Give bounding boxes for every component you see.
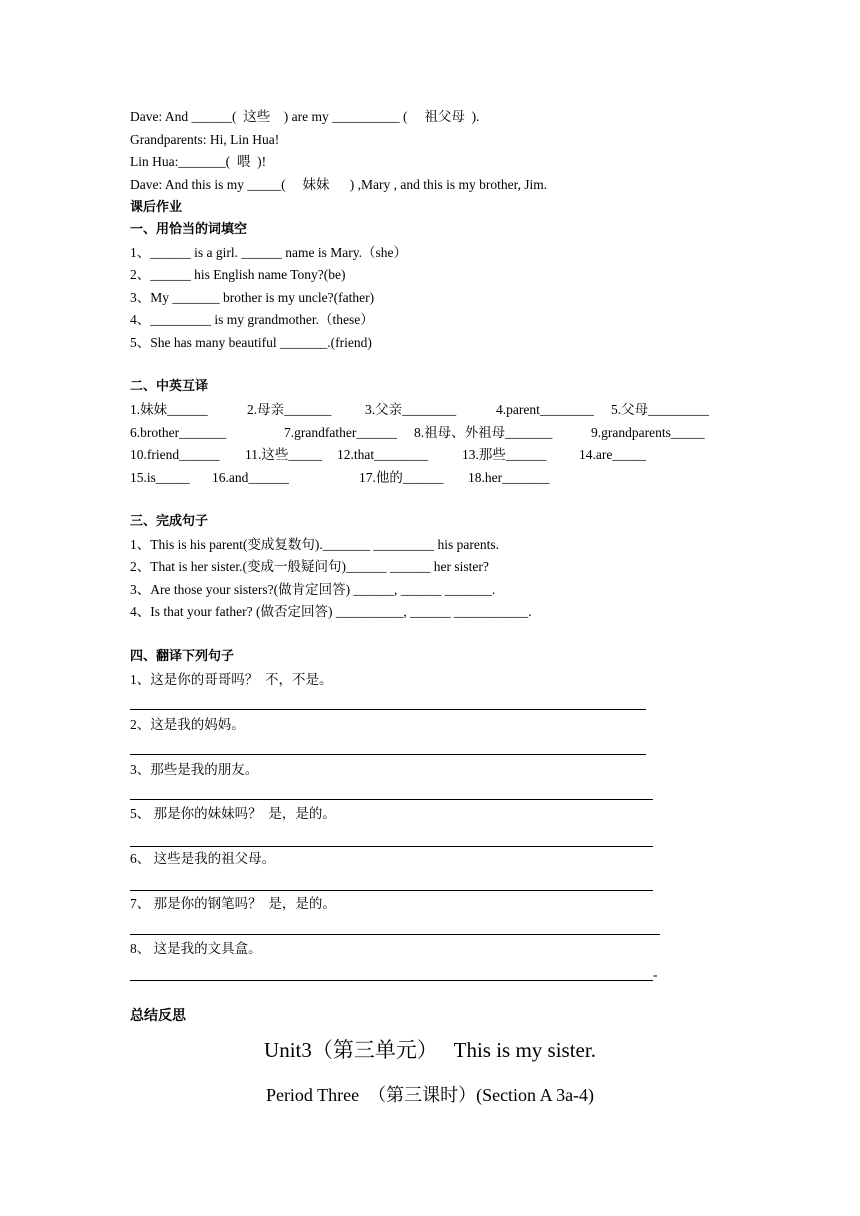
section1-item-1: 1、______ is a girl. ______ name is Mary.（she） — [130, 245, 407, 260]
section1-heading: 一、用恰当的词填空 — [130, 222, 248, 237]
answer-line[interactable] — [130, 980, 653, 981]
vocab-item: 5.父母_________ — [611, 402, 709, 417]
answer-line[interactable] — [130, 709, 646, 710]
dialogue-line-2: Grandparents: Hi, Lin Hua! — [130, 132, 280, 147]
dialogue-line-4: Dave: And this is my _____( 妹妹 ) ,Mary , and this is my brother, Jim. — [130, 177, 548, 192]
translate-item-8: 8、 这是我的文具盒。 — [130, 941, 262, 956]
section1-item-2: 2、______ his English name Tony?(be) — [130, 267, 346, 282]
section3-heading: 三、完成句子 — [130, 514, 209, 529]
section3-item-4: 4、Is that your father? (做否定回答) __________, ______ ___________. — [130, 604, 532, 619]
vocab-item: 1.妹妹______ — [130, 402, 208, 417]
vocab-item: 9.grandparents_____ — [591, 425, 705, 440]
vocab-item: 2.母亲_______ — [247, 402, 332, 417]
vocab-item: 14.are_____ — [579, 447, 647, 462]
vocab-item: 13.那些______ — [462, 447, 547, 462]
vocab-item: 12.that________ — [337, 447, 429, 462]
vocab-item: 15.is_____ — [130, 470, 190, 485]
translate-item-7: 7、 那是你的钢笔吗？ 是，是的。 — [130, 896, 336, 911]
trailing-mark: - — [653, 967, 658, 982]
section1-item-5: 5、She has many beautiful _______.(friend) — [130, 335, 372, 350]
vocab-item: 8.祖母、外祖母_______ — [414, 425, 553, 440]
answer-line[interactable] — [130, 799, 653, 800]
vocab-item: 10.friend______ — [130, 447, 220, 462]
answer-line[interactable] — [130, 754, 646, 755]
translate-item-3: 3、那些是我的朋友。 — [130, 762, 259, 777]
summary-heading: 总结反思 — [130, 1008, 186, 1024]
section4-heading: 四、翻译下列句子 — [130, 649, 235, 664]
section3-item-1: 1、This is his parent(变成复数句)._______ _________ his parents. — [130, 537, 499, 552]
section2-heading: 二、中英互译 — [130, 379, 209, 394]
answer-line[interactable] — [130, 846, 653, 847]
homework-heading: 课后作业 — [130, 200, 183, 215]
vocab-item: 7.grandfather______ — [284, 425, 397, 440]
translate-item-5: 5、 那是你的妹妹吗？ 是，是的。 — [130, 806, 336, 821]
unit-title: Unit3（第三单元） This is my sister. — [264, 1038, 596, 1062]
answer-line[interactable] — [130, 934, 660, 935]
vocab-item: 4.parent________ — [496, 402, 594, 417]
section3-item-2: 2、That is her sister.(变成一般疑问句)______ ______ her sister? — [130, 559, 489, 574]
answer-line[interactable] — [130, 890, 653, 891]
vocab-item: 6.brother_______ — [130, 425, 227, 440]
section1-item-4: 4、_________ is my grandmother.（these） — [130, 312, 374, 327]
vocab-item: 18.her_______ — [468, 470, 550, 485]
translate-item-1: 1、这是你的哥哥吗？ 不，不是。 — [130, 672, 333, 687]
vocab-item: 17.他的______ — [359, 470, 444, 485]
vocab-item: 11.这些_____ — [245, 447, 323, 462]
section1-item-3: 3、My _______ brother is my uncle?(father) — [130, 290, 375, 305]
vocab-item: 3.父亲________ — [365, 402, 457, 417]
translate-item-2: 2、这是我的妈妈。 — [130, 717, 245, 732]
translate-item-6: 6、 这些是我的祖父母。 — [130, 851, 276, 866]
vocab-item: 16.and______ — [212, 470, 289, 485]
dialogue-line-1: Dave: And ______( 这些 ) are my __________ ( 祖父母 ). — [130, 109, 480, 124]
section3-item-3: 3、Are those your sisters?(做肯定回答) ______, ______ _______. — [130, 582, 496, 597]
period-title: Period Three （第三课时）(Section A 3a-4) — [265, 1085, 595, 1105]
dialogue-line-3: Lin Hua:_______( 喂 )! — [130, 154, 267, 169]
